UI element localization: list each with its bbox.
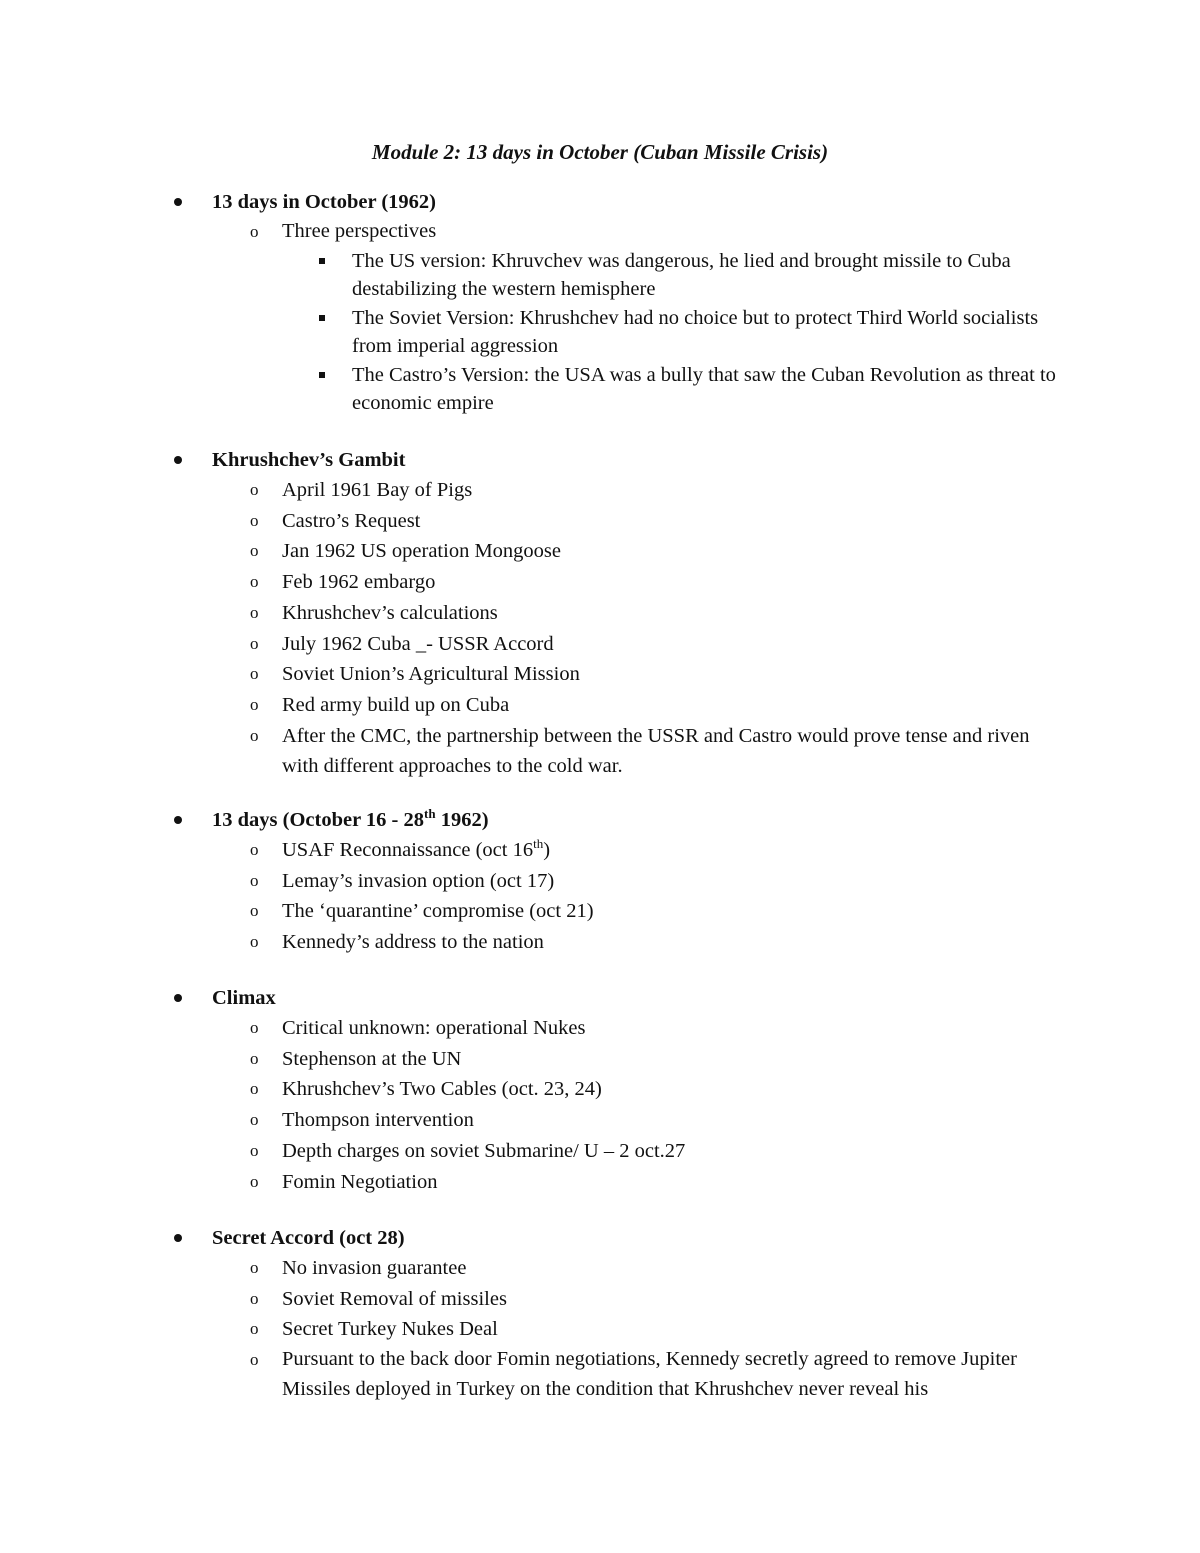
item-text: Kennedy’s address to the nation: [282, 931, 544, 954]
sub-list-item: [0, 247, 1200, 304]
circle-bullet-icon: o: [250, 1171, 259, 1191]
item-text: Soviet Removal of missiles: [282, 1287, 507, 1310]
item-text: After the CMC, the partnership between the USSR and Castro would prove tense and riven with different approaches to the cold war.: [282, 724, 1030, 777]
item-text: Castro’s Request: [282, 509, 421, 532]
bullet-icon: [174, 994, 182, 1002]
heading-text: Climax: [212, 987, 276, 1009]
list-item: [0, 1167, 1200, 1198]
circle-bullet-icon: o: [250, 1350, 259, 1370]
circle-bullet-icon: o: [250, 222, 259, 241]
circle-bullet-icon: o: [250, 572, 259, 592]
heading-text: [212, 806, 489, 835]
list-item: [0, 217, 1200, 247]
circle-bullet-icon: o: [250, 1018, 259, 1037]
list-item: [0, 1345, 1200, 1404]
superscript: th: [533, 836, 544, 852]
list-item: [0, 1074, 1200, 1105]
item-text: Khrushchev’s Two Cables (oct. 23, 24): [282, 1078, 602, 1101]
item-text: Red army build up on Cuba: [282, 693, 510, 716]
section-khrushchevs-gambit: [0, 446, 1200, 781]
item-text: Feb 1962 embargo: [282, 571, 436, 594]
list-item: [0, 1044, 1200, 1075]
circle-bullet-icon: o: [250, 1140, 259, 1160]
circle-bullet-icon: o: [250, 664, 259, 684]
circle-bullet-icon: o: [250, 1048, 259, 1068]
item-text: No invasion guarantee: [282, 1257, 467, 1279]
item-text: Secret Turkey Nukes Deal: [282, 1318, 498, 1341]
section-heading: [0, 1224, 1200, 1253]
item-text: Lemay’s invasion option (oct 17): [282, 869, 555, 892]
section-heading: [0, 446, 1200, 475]
page-title: Module 2: 13 days in October (Cuban Missile Crisis): [371, 140, 829, 164]
section-climax: [0, 984, 1200, 1197]
circle-bullet-icon: o: [250, 602, 259, 622]
list-item: [0, 1013, 1200, 1044]
circle-bullet-icon: o: [250, 510, 259, 530]
item-text-part: USAF Reconnaissance (oct 16: [282, 839, 534, 861]
list-item: [0, 927, 1200, 958]
item-text: Thompson intervention: [282, 1109, 474, 1132]
list-item: [0, 1314, 1200, 1345]
list-item: [0, 659, 1200, 690]
bullet-icon: [174, 456, 182, 464]
circle-bullet-icon: o: [250, 694, 259, 714]
circle-bullet-icon: o: [250, 633, 259, 653]
list-item: [0, 1136, 1200, 1167]
item-text: Jan 1962 US operation Mongoose: [282, 540, 562, 563]
heading-text: 13 days in October (1962): [212, 191, 436, 213]
circle-bullet-icon: o: [250, 725, 259, 745]
circle-bullet-icon: o: [250, 1079, 259, 1099]
sub-list-item: [0, 361, 1200, 418]
section-13-days-october-16-28: [0, 806, 1200, 958]
sub-list-item: [0, 304, 1200, 361]
square-bullet-icon: [319, 258, 325, 264]
item-text: Khrushchev’s calculations: [282, 601, 498, 624]
list-item: [0, 1253, 1200, 1284]
circle-bullet-icon: o: [250, 1110, 259, 1130]
heading-text-part: 1962): [435, 809, 489, 831]
item-text: Depth charges on soviet Submarine/ U – 2 oct.27: [282, 1139, 686, 1162]
superscript: th: [424, 806, 436, 822]
bullet-icon: [174, 816, 182, 824]
bullet-icon: [174, 198, 182, 206]
item-text: Soviet Union’s Agricultural Mission: [282, 663, 580, 686]
section-secret-accord: [0, 1224, 1200, 1404]
item-text: Pursuant to the back door Fomin negotiations, Kennedy secretly agreed to remove Jupiter Missiles deployed in Turkey on the condition that Khrushchev never reveal his: [282, 1348, 1017, 1400]
item-text: Three perspectives: [282, 220, 437, 242]
heading-text-part: 13 days (October 16 - 28: [212, 809, 425, 831]
circle-bullet-icon: o: [250, 840, 259, 859]
list-item: [0, 721, 1200, 781]
section-13-days-in-october: [0, 188, 1200, 418]
section-heading: [0, 806, 1200, 835]
section-heading: [0, 188, 1200, 217]
circle-bullet-icon: o: [250, 1258, 259, 1277]
circle-bullet-icon: o: [250, 901, 259, 921]
item-text: [282, 836, 551, 861]
circle-bullet-icon: o: [250, 870, 259, 890]
item-text: July 1962 Cuba _- USSR Accord: [282, 632, 554, 655]
square-bullet-icon: [319, 372, 325, 378]
list-item: [0, 598, 1200, 629]
item-text: The Soviet Version: Khrushchev had no choice but to protect Third World socialists from imperial aggression: [352, 306, 1039, 357]
item-text: The US version: Khruvchev was dangerous, he lied and brought missile to Cuba destabilizing the western hemisphere: [352, 249, 1011, 300]
item-text: The Castro’s Version: the USA was a bully that saw the Cuban Revolution as threat to economic empire: [352, 363, 1056, 414]
item-text: Stephenson at the UN: [282, 1047, 462, 1070]
list-item: [0, 536, 1200, 567]
list-item: [0, 475, 1200, 506]
list-item: [0, 1284, 1200, 1315]
circle-bullet-icon: o: [250, 541, 259, 561]
item-text: April 1961 Bay of Pigs: [282, 479, 473, 501]
bullet-icon: [174, 1234, 182, 1242]
item-text: Critical unknown: operational Nukes: [282, 1017, 586, 1039]
list-item: [0, 1105, 1200, 1136]
list-item: [0, 567, 1200, 598]
list-item: [0, 896, 1200, 927]
list-item: [0, 866, 1200, 897]
item-text: The ‘quarantine’ compromise (oct 21): [282, 900, 594, 923]
circle-bullet-icon: o: [250, 480, 259, 499]
circle-bullet-icon: o: [250, 932, 259, 952]
item-text-part: ): [543, 839, 551, 861]
circle-bullet-icon: o: [250, 1319, 259, 1339]
square-bullet-icon: [319, 315, 325, 321]
section-heading: [0, 984, 1200, 1013]
list-item: [0, 690, 1200, 721]
list-item: [0, 506, 1200, 537]
heading-text: Secret Accord (oct 28): [212, 1227, 405, 1249]
list-item: [0, 835, 1200, 866]
item-text: Fomin Negotiation: [282, 1170, 438, 1193]
circle-bullet-icon: o: [250, 1288, 259, 1308]
heading-text: Khrushchev’s Gambit: [212, 449, 406, 471]
list-item: [0, 629, 1200, 660]
